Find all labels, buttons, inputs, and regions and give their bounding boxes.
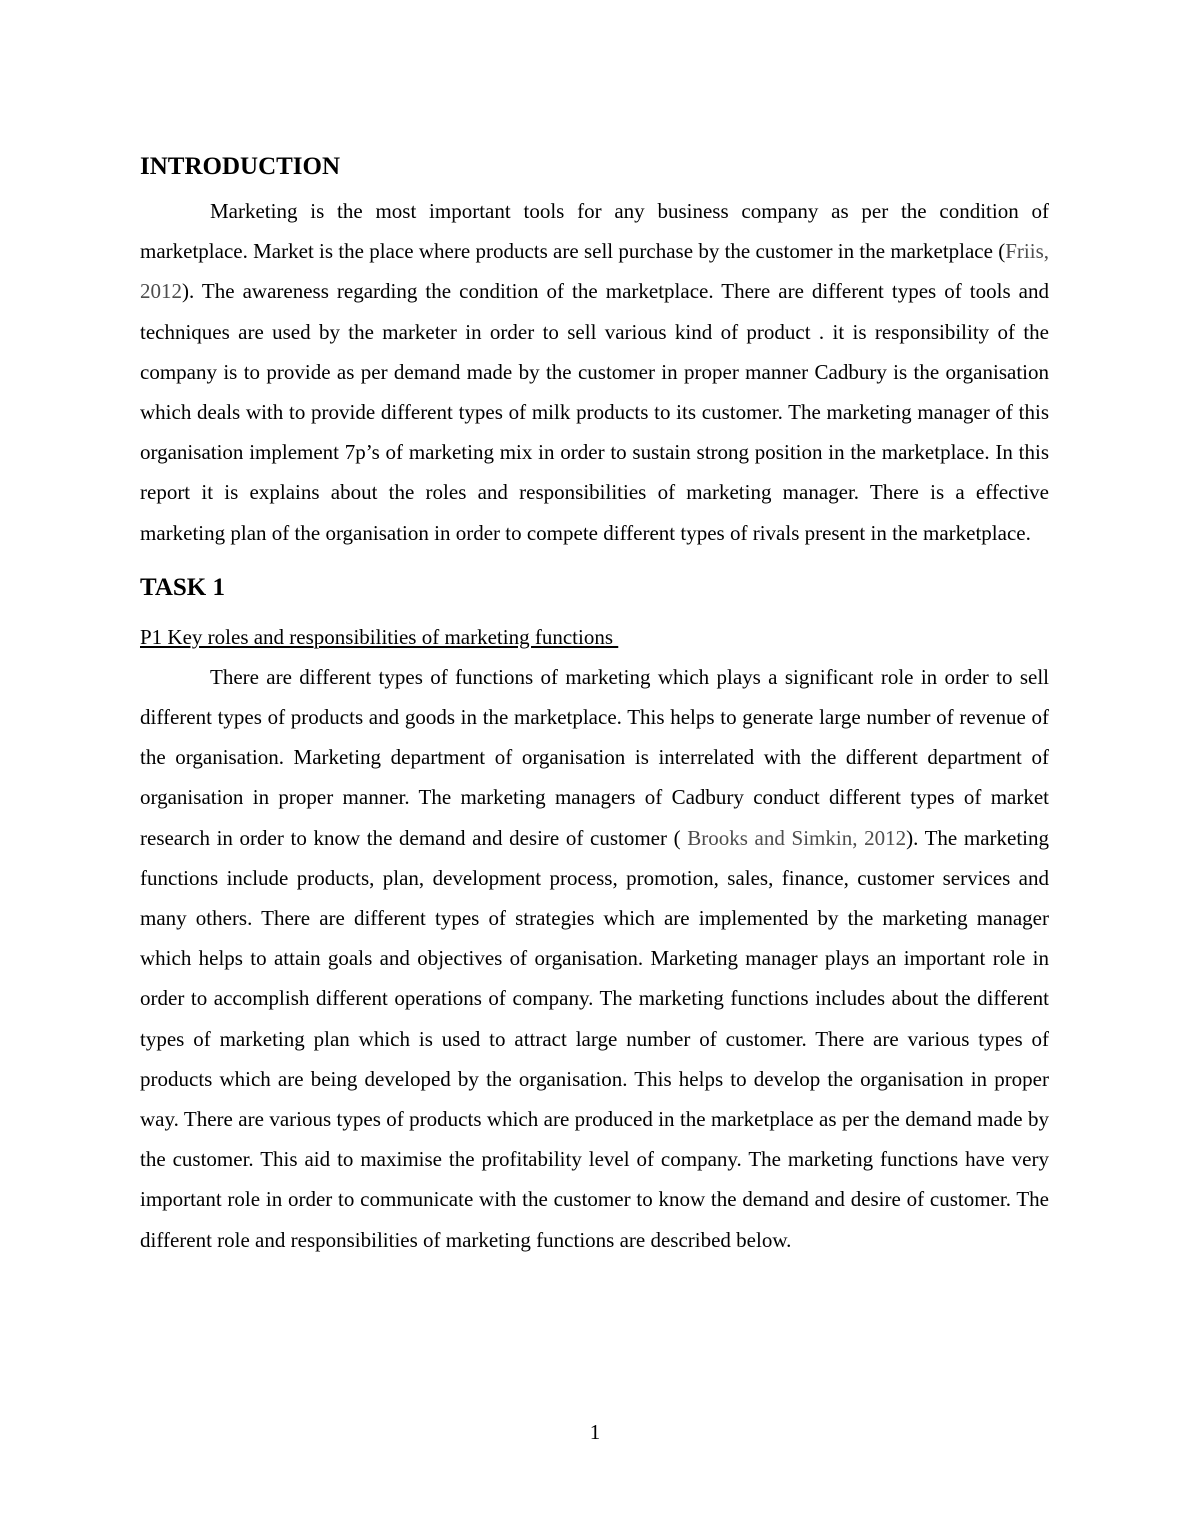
task1-heading: TASK 1	[140, 573, 225, 601]
introduction-citation: Friis, 2012	[140, 239, 1049, 304]
task1-paragraph	[140, 657, 1049, 1260]
task1-citation: Brooks and Simkin, 2012	[687, 825, 907, 850]
page-content	[140, 150, 1049, 1260]
page-number: 1	[589, 1420, 601, 1444]
introduction-text-part1: Marketing is the most important tools for any business company as per the condition of marketplace. Market is the place where products are sell purchase by the customer in the marketplace (	[140, 199, 1049, 264]
task1-text-part2: ). The marketing functions include products, plan, development process, promotion, sales, finance, customer services and many others. There are different types of strategies which are implemented by the marketing manager which helps to attain goals and objectives of organisation. Marketing manager plays an important role in order to accomplish different operations of company. The marketing functions includes about the different types of marketing plan which is used to attract large number of customer. There are various types of products which are being developed by the organisation. This helps to develop the organisation in proper way. There are various types of products which are produced in the marketplace as per the demand made by the customer. This aid to maximise the profitability level of company. The marketing functions have very important role in order to communicate with the customer to know the demand and desire of customer. The different role and responsibilities of marketing functions are described below.	[140, 825, 1049, 1252]
task1-text-part1: There are different types of functions of marketing which plays a significant role in order to sell different types of products and goods in the marketplace. This helps to generate large number of revenue of the organisation. Marketing department of organisation is interrelated with the different department of organisation in proper manner. The marketing managers of Cadbury conduct different types of market research in order to know the demand and desire of customer (	[140, 664, 1049, 850]
introduction-paragraph	[140, 191, 1049, 553]
introduction-text-part2: ). The awareness regarding the condition of the marketplace. There are different types of tools and techniques are used by the marketer in order to sell various kind of product . it is responsibility of the company is to provide as per demand made by the customer in proper manner Cadbury is the organisation which deals with to provide different types of milk products to its customer. The marketing manager of this organisation implement 7p’s of marketing mix in order to sustain strong position in the marketplace. In this report it is explains about the roles and responsibilities of marketing manager. There is a effective marketing plan of the organisation in order to compete different types of rivals present in the marketplace.	[140, 279, 1049, 545]
task1-subheading: P1 Key roles and responsibilities of marketing functions	[140, 624, 619, 649]
introduction-heading: INTRODUCTION	[140, 153, 341, 180]
